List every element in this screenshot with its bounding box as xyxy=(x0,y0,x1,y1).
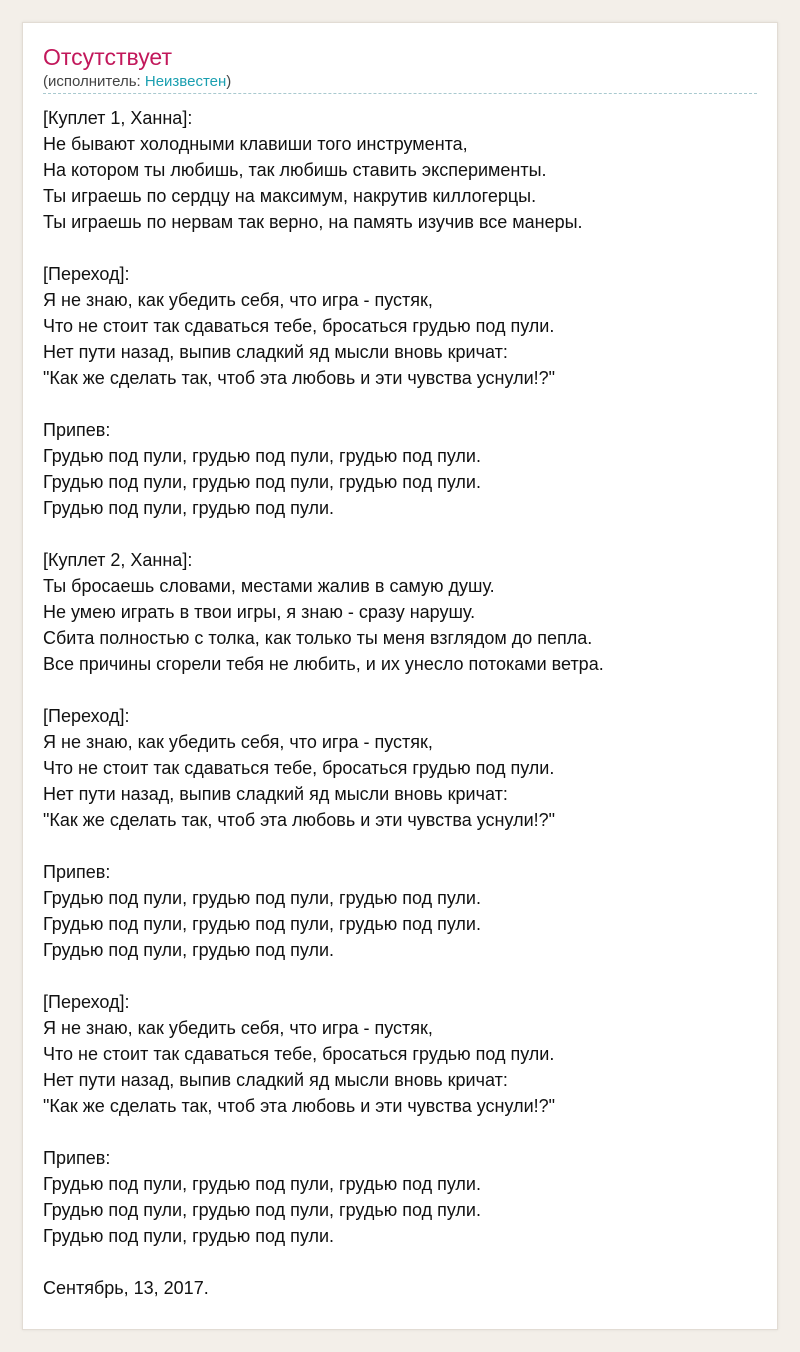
lyrics-line: Сбита полностью с толка, как только ты меня взглядом до пепла. xyxy=(43,628,593,648)
song-title: Отсутствует xyxy=(43,44,172,70)
lyrics-line: Припев: xyxy=(43,420,111,440)
lyrics-line: Сентябрь, 13, 2017. xyxy=(43,1278,209,1298)
lyrics-line: Грудью под пули, грудью под пули. xyxy=(43,940,335,960)
lyrics-line: Припев: xyxy=(43,862,111,882)
lyrics-line: Грудью под пули, грудью под пули, грудью под пули. xyxy=(43,472,481,492)
lyrics-line: Грудью под пули, грудью под пули, грудью под пули. xyxy=(43,446,481,466)
lyrics-line: [Переход]: xyxy=(43,264,130,284)
lyrics-blank-line xyxy=(43,235,759,261)
lyrics-blank-line xyxy=(43,1249,759,1275)
lyrics-line: Грудью под пули, грудью под пули, грудью под пули. xyxy=(43,1174,481,1194)
lyrics-line: Что не стоит так сдаваться тебе, бросаться грудью под пули. xyxy=(43,316,555,336)
lyrics-line: Нет пути назад, выпив сладкий яд мысли вновь кричат: xyxy=(43,784,508,804)
lyrics-line: [Переход]: xyxy=(43,706,130,726)
lyrics-line: Ты играешь по сердцу на максимум, накрутив киллогерцы. xyxy=(43,186,537,206)
lyrics-line: Ты играешь по нервам так верно, на память изучив все манеры. xyxy=(43,212,583,232)
lyrics-blank-line xyxy=(43,1119,759,1145)
lyrics-blank-line xyxy=(43,677,759,703)
lyrics-blank-line xyxy=(43,391,759,417)
lyrics-line: Я не знаю, как убедить себя, что игра - пустяк, xyxy=(43,290,433,310)
lyrics-line: [Переход]: xyxy=(43,992,130,1012)
lyrics-card xyxy=(22,22,778,1330)
lyrics-line: Не умею играть в твои игры, я знаю - сразу нарушу. xyxy=(43,602,476,622)
lyrics-line: Я не знаю, как убедить себя, что игра - пустяк, xyxy=(43,1018,433,1038)
lyrics-line: На котором ты любишь, так любишь ставить эксперименты. xyxy=(43,160,547,180)
lyrics-line: [Куплет 1, Ханна]: xyxy=(43,108,193,128)
artist-info xyxy=(43,73,231,91)
lyrics-line: Грудью под пули, грудью под пули, грудью под пули. xyxy=(43,888,481,908)
lyrics-line: Припев: xyxy=(43,1148,111,1168)
lyrics-line: "Как же сделать так, чтоб эта любовь и эти чувства уснули!?" xyxy=(43,368,556,388)
artist-link[interactable]: Неизвестен xyxy=(144,73,227,90)
lyrics-line: "Как же сделать так, чтоб эта любовь и эти чувства уснули!?" xyxy=(43,810,556,830)
lyrics-line: Грудью под пули, грудью под пули, грудью под пули. xyxy=(43,914,481,934)
lyrics-line: Не бывают холодными клавиши того инструмента, xyxy=(43,134,468,154)
lyrics-line: Все причины сгорели тебя не любить, и их унесло потоками ветра. xyxy=(43,654,604,674)
lyrics-line: Что не стоит так сдаваться тебе, бросаться грудью под пули. xyxy=(43,1044,555,1064)
lyrics-blank-line xyxy=(43,521,759,547)
lyrics-line: [Куплет 2, Ханна]: xyxy=(43,550,193,570)
lyrics-line: Я не знаю, как убедить себя, что игра - пустяк, xyxy=(43,732,433,752)
artist-prefix: (исполнитель: xyxy=(43,73,145,90)
lyrics-line: Что не стоит так сдаваться тебе, бросаться грудью под пули. xyxy=(43,758,555,778)
lyrics-blank-line xyxy=(43,833,759,859)
lyrics-line: Ты бросаешь словами, местами жалив в самую душу. xyxy=(43,576,495,596)
lyrics-line: Нет пути назад, выпив сладкий яд мысли вновь кричат: xyxy=(43,1070,508,1090)
artist-suffix: ) xyxy=(226,73,232,90)
lyrics-line: Нет пути назад, выпив сладкий яд мысли вновь кричат: xyxy=(43,342,508,362)
lyrics-line: Грудью под пули, грудью под пули. xyxy=(43,1226,335,1246)
lyrics-line: "Как же сделать так, чтоб эта любовь и эти чувства уснули!?" xyxy=(43,1096,556,1116)
lyrics-blank-line xyxy=(43,963,759,989)
title-divider xyxy=(43,93,757,94)
lyrics-line: Грудью под пули, грудью под пули, грудью под пули. xyxy=(43,1200,481,1220)
lyrics-text xyxy=(43,105,759,1301)
lyrics-line: Грудью под пули, грудью под пули. xyxy=(43,498,335,518)
